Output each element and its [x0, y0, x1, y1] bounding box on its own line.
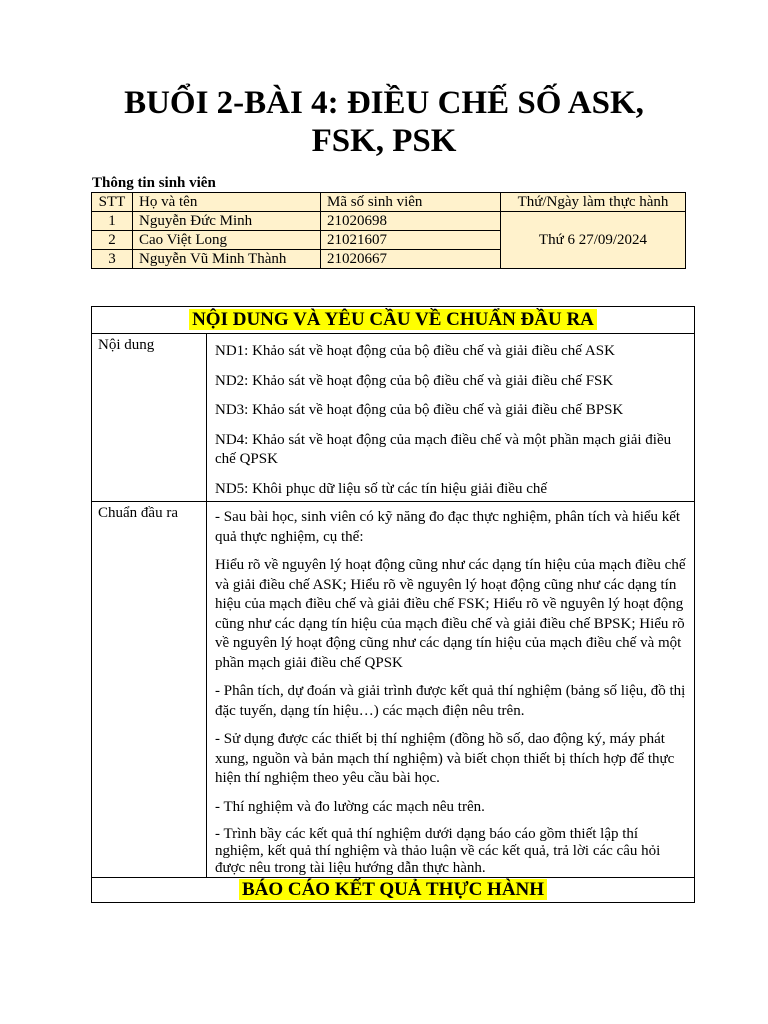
content-label: Nội dung: [92, 334, 207, 502]
title-line-1: BUỔI 2-BÀI 4: ĐIỀU CHẾ SỐ ASK,: [124, 85, 644, 121]
table-row: [92, 212, 686, 231]
header-name: Họ và tên: [133, 193, 321, 212]
row-stt: 3: [92, 250, 133, 269]
list-item: - Phân tích, dự đoán và giải trình được kết quả thí nghiệm (bảng số liệu, đồ thị đặc tuyến, dạng tín hiệu…) các mạch điện nêu trên.: [215, 683, 686, 719]
content-row: [92, 334, 695, 502]
outcome-items: [207, 502, 695, 878]
header-date: Thứ/Ngày làm thực hành: [501, 193, 686, 212]
row-name: Nguyễn Đức Minh: [133, 212, 321, 231]
row-stt: 2: [92, 231, 133, 250]
row-stt: 1: [92, 212, 133, 231]
list-item: ND3: Khảo sát về hoạt động của bộ điều chế và giải điều chế BPSK: [215, 402, 624, 418]
title-line-2: FSK, PSK: [311, 123, 457, 159]
table-header-row: [92, 193, 686, 212]
row-student-id: 21020698: [321, 212, 501, 231]
list-item: - Trình bầy các kết quả thí nghiệm dưới dạng báo cáo gồm thiết lập thí nghiệm, kết quả thí nghiệm và thảo luận về các kết quả, trả lời các câu hỏi được nêu trong tài liệu hướng dẫn thực hành.: [215, 826, 661, 876]
row-student-id: 21020667: [321, 250, 501, 269]
list-item: ND5: Khôi phục dữ liệu số từ các tín hiệu giải điều chế: [215, 480, 548, 497]
row-name: Nguyễn Vũ Minh Thành: [133, 250, 321, 269]
section-heading-cell: [92, 307, 695, 334]
outcome-label: Chuẩn đầu ra: [92, 502, 207, 878]
list-item: ND4: Khảo sát về hoạt động của mạch điều chế và một phần mạch giải điều chế QPSK: [215, 431, 672, 467]
row-student-id: 21021607: [321, 231, 501, 250]
report-heading-cell: [92, 878, 695, 903]
page-title: [0, 84, 768, 160]
header-stt: STT: [92, 193, 133, 212]
student-info-table: [91, 192, 686, 269]
report-heading: BÁO CÁO KẾT QUẢ THỰC HÀNH: [239, 879, 547, 900]
content-items: [207, 334, 695, 502]
student-info-label: Thông tin sinh viên: [92, 175, 216, 191]
list-item: - Thí nghiệm và đo lường các mạch nêu trên.: [215, 798, 485, 815]
list-item: - Sau bài học, sinh viên có kỹ năng đo đạc thực nghiệm, phân tích và hiểu kết quả thực nghiệm, cụ thể:: [215, 509, 681, 545]
list-item: - Sử dụng được các thiết bị thí nghiệm (đồng hồ số, dao động ký, máy phát xung, nguồn và bản mạch thí nghiệm) và biết chọn thiết bị thích hợp để thực hiện thí nghiệm theo yêu cầu bài học.: [215, 731, 675, 786]
list-item: Hiểu rõ về nguyên lý hoạt động cũng như các dạng tín hiệu của mạch điều chế và giải điều chế ASK; Hiểu rõ về nguyên lý hoạt động cũng như các dạng tín hiệu của mạch điều chế và giải điều chế FSK; Hiểu rõ về nguyên lý hoạt động cũng như các dạng tín hiệu của mạch điều chế và giải điều chế BPSK; Hiểu rõ về nguyên lý hoạt động cũng như các dạng tín hiệu của mạch điều chế và một phần mạch giải điều chế QPSK: [215, 557, 686, 671]
outcome-row: [92, 502, 695, 878]
practice-date: Thứ 6 27/09/2024: [501, 212, 686, 269]
list-item: ND1: Khảo sát về hoạt động của bộ điều chế và giải điều chế ASK: [215, 343, 615, 359]
section-heading: NỘI DUNG VÀ YÊU CẦU VỀ CHUẨN ĐẦU RA: [189, 309, 597, 330]
header-student-id: Mã số sinh viên: [321, 193, 501, 212]
content-requirements-table: [91, 306, 695, 903]
row-name: Cao Việt Long: [133, 231, 321, 250]
list-item: ND2: Khảo sát về hoạt động của bộ điều chế và giải điều chế FSK: [215, 372, 614, 389]
